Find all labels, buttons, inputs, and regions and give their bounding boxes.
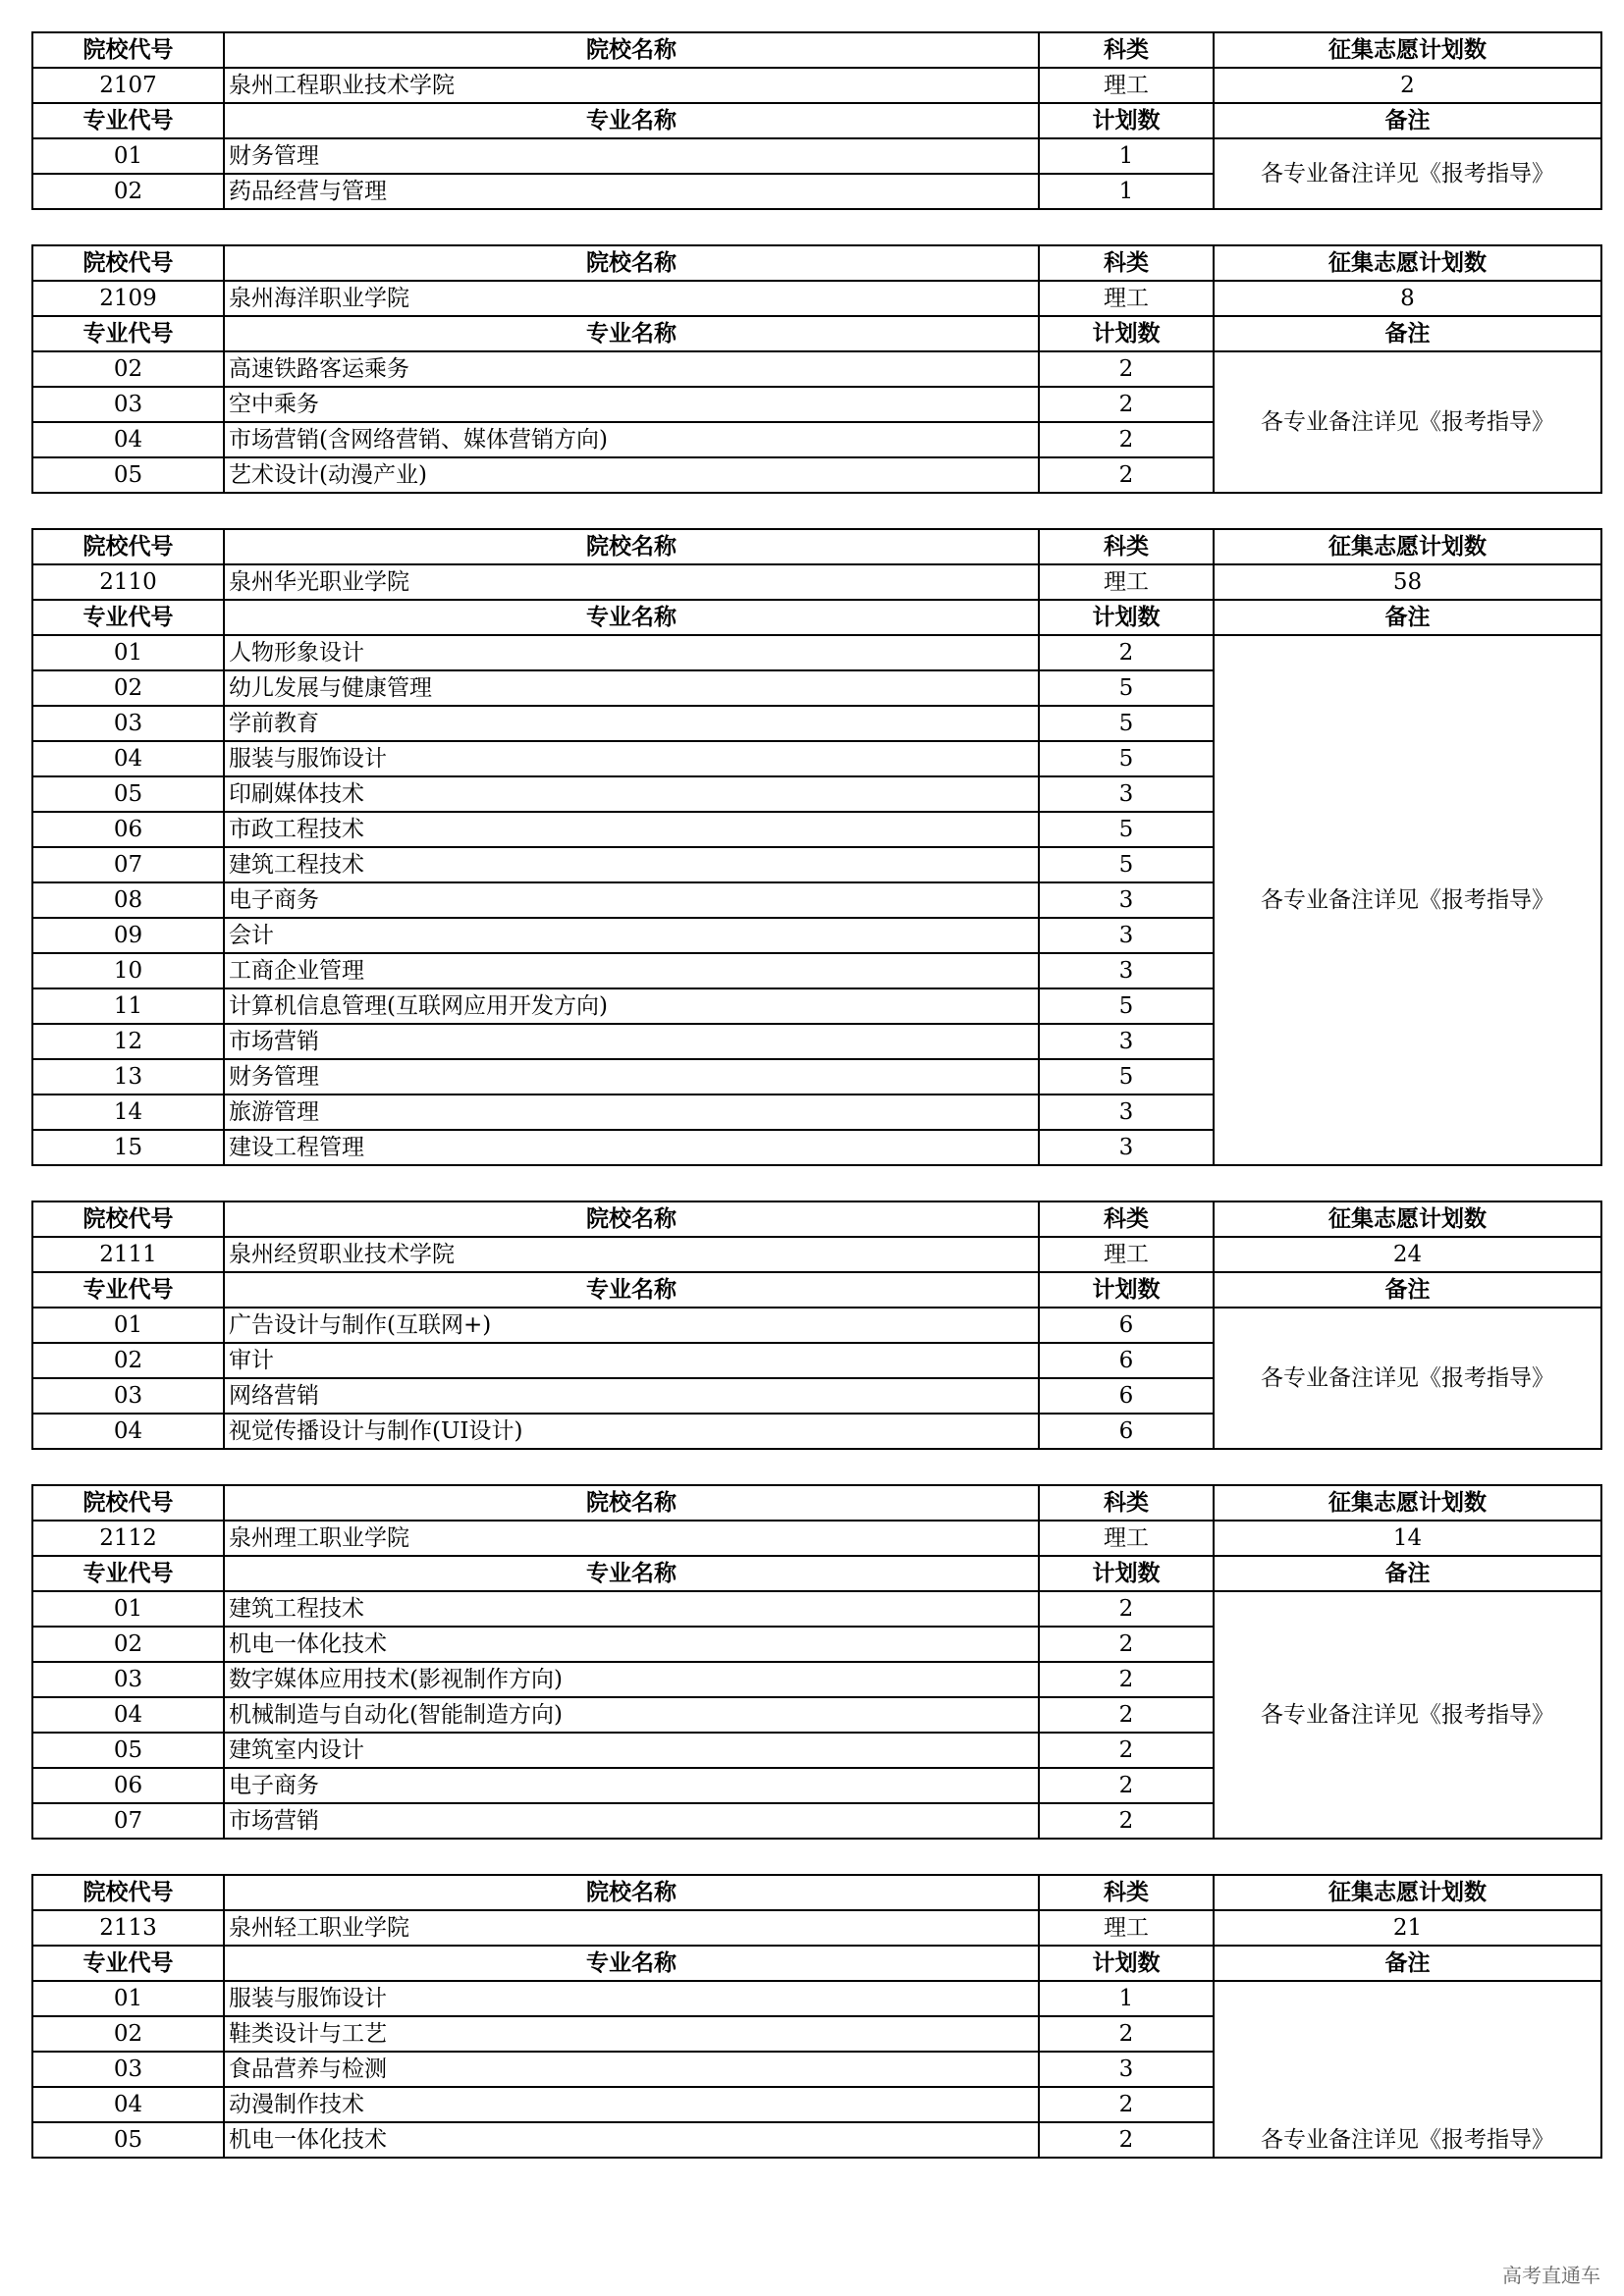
table-row <box>32 1981 1601 2016</box>
category-header: 科类 <box>1039 32 1214 68</box>
school-code: 2109 <box>32 281 224 316</box>
school-name-header: 院校名称 <box>224 32 1039 68</box>
major-name: 建设工程管理 <box>224 1130 1039 1165</box>
major-name: 机械制造与自动化(智能制造方向) <box>224 1697 1039 1733</box>
remark-note: 各专业备注详见《报考指导》 <box>1214 351 1601 493</box>
school-category: 理工 <box>1039 1910 1214 1946</box>
major-code: 12 <box>32 1024 224 1059</box>
school-name-header: 院校名称 <box>224 529 1039 564</box>
plan-count: 3 <box>1039 953 1214 988</box>
school-row <box>32 1521 1601 1556</box>
major-name: 幼儿发展与健康管理 <box>224 670 1039 706</box>
plan-count: 3 <box>1039 1024 1214 1059</box>
plan-count: 1 <box>1039 174 1214 209</box>
remark-note: 各专业备注详见《报考指导》 <box>1214 138 1601 209</box>
school-category: 理工 <box>1039 281 1214 316</box>
major-name: 市场营销(含网络营销、媒体营销方向) <box>224 422 1039 457</box>
plan-count: 3 <box>1039 918 1214 953</box>
plan-count: 6 <box>1039 1308 1214 1343</box>
school-block-2109 <box>31 244 1602 494</box>
plan-count: 2 <box>1039 457 1214 493</box>
major-code: 03 <box>32 2052 224 2087</box>
admission-plan-document <box>31 31 1600 2193</box>
major-name: 市场营销 <box>224 1024 1039 1059</box>
major-name: 动漫制作技术 <box>224 2087 1039 2122</box>
major-header-row <box>32 1272 1601 1308</box>
major-code: 02 <box>32 1627 224 1662</box>
major-code: 05 <box>32 1733 224 1768</box>
table-row <box>32 1591 1601 1627</box>
school-header-row <box>32 529 1601 564</box>
major-name: 空中乘务 <box>224 387 1039 422</box>
school-name-header: 院校名称 <box>224 1485 1039 1521</box>
major-code: 03 <box>32 1662 224 1697</box>
plan-count: 3 <box>1039 1095 1214 1130</box>
school-name-header: 院校名称 <box>224 1875 1039 1910</box>
school-category: 理工 <box>1039 1237 1214 1272</box>
table-row <box>32 1308 1601 1343</box>
school-row <box>32 1910 1601 1946</box>
major-code: 03 <box>32 1378 224 1414</box>
remark-header: 备注 <box>1214 1272 1601 1308</box>
major-code: 09 <box>32 918 224 953</box>
major-code: 02 <box>32 670 224 706</box>
plan-count: 5 <box>1039 670 1214 706</box>
school-name: 泉州华光职业学院 <box>224 564 1039 600</box>
major-name: 药品经营与管理 <box>224 174 1039 209</box>
school-name: 泉州轻工职业学院 <box>224 1910 1039 1946</box>
school-plan-total: 21 <box>1214 1910 1601 1946</box>
major-code: 01 <box>32 1981 224 2016</box>
major-name: 财务管理 <box>224 1059 1039 1095</box>
school-code-header: 院校代号 <box>32 1875 224 1910</box>
remark-note: 各专业备注详见《报考指导》 <box>1214 1591 1601 1839</box>
plan-count: 5 <box>1039 812 1214 847</box>
school-header-row <box>32 1201 1601 1237</box>
major-code: 04 <box>32 1697 224 1733</box>
major-header-row <box>32 1946 1601 1981</box>
major-code: 02 <box>32 2016 224 2052</box>
major-code: 05 <box>32 776 224 812</box>
school-row <box>32 1237 1601 1272</box>
plan-count: 6 <box>1039 1414 1214 1449</box>
major-name: 食品营养与检测 <box>224 2052 1039 2087</box>
plan-count: 3 <box>1039 776 1214 812</box>
plan-count: 2 <box>1039 351 1214 387</box>
category-header: 科类 <box>1039 1485 1214 1521</box>
major-code: 05 <box>32 457 224 493</box>
school-header-row <box>32 1485 1601 1521</box>
school-header-row <box>32 32 1601 68</box>
plan-count: 6 <box>1039 1343 1214 1378</box>
plan-count: 2 <box>1039 1591 1214 1627</box>
school-name: 泉州经贸职业技术学院 <box>224 1237 1039 1272</box>
plan-count: 5 <box>1039 1059 1214 1095</box>
plan-count: 3 <box>1039 882 1214 918</box>
table-row <box>32 138 1601 174</box>
plan-count-header: 计划数 <box>1039 1946 1214 1981</box>
plan-count: 2 <box>1039 1697 1214 1733</box>
remark-header: 备注 <box>1214 1556 1601 1591</box>
major-name-header: 专业名称 <box>224 1272 1039 1308</box>
major-code: 01 <box>32 138 224 174</box>
table-row <box>32 351 1601 387</box>
plan-count: 1 <box>1039 138 1214 174</box>
major-code: 02 <box>32 1343 224 1378</box>
plan-total-header: 征集志愿计划数 <box>1214 32 1601 68</box>
major-code: 04 <box>32 422 224 457</box>
plan-count: 2 <box>1039 387 1214 422</box>
category-header: 科类 <box>1039 529 1214 564</box>
school-category: 理工 <box>1039 1521 1214 1556</box>
remark-note: 各专业备注详见《报考指导》 <box>1214 1308 1601 1449</box>
major-name-header: 专业名称 <box>224 1556 1039 1591</box>
major-name: 广告设计与制作(互联网+) <box>224 1308 1039 1343</box>
major-code: 07 <box>32 847 224 882</box>
major-code-header: 专业代号 <box>32 1946 224 1981</box>
major-code-header: 专业代号 <box>32 600 224 635</box>
plan-count-header: 计划数 <box>1039 1556 1214 1591</box>
major-name: 财务管理 <box>224 138 1039 174</box>
category-header: 科类 <box>1039 1201 1214 1237</box>
major-name: 服装与服饰设计 <box>224 1981 1039 2016</box>
major-code: 10 <box>32 953 224 988</box>
school-code: 2113 <box>32 1910 224 1946</box>
major-name: 人物形象设计 <box>224 635 1039 670</box>
major-name: 机电一体化技术 <box>224 2122 1039 2158</box>
plan-total-header: 征集志愿计划数 <box>1214 1875 1601 1910</box>
school-code-header: 院校代号 <box>32 1201 224 1237</box>
major-name: 电子商务 <box>224 1768 1039 1803</box>
plan-count: 5 <box>1039 741 1214 776</box>
category-header: 科类 <box>1039 1875 1214 1910</box>
major-name: 建筑工程技术 <box>224 1591 1039 1627</box>
major-code: 01 <box>32 1591 224 1627</box>
major-name: 网络营销 <box>224 1378 1039 1414</box>
remark-header: 备注 <box>1214 316 1601 351</box>
school-name-header: 院校名称 <box>224 1201 1039 1237</box>
major-code: 15 <box>32 1130 224 1165</box>
major-name-header: 专业名称 <box>224 1946 1039 1981</box>
school-block-2107 <box>31 31 1602 210</box>
major-name: 建筑工程技术 <box>224 847 1039 882</box>
major-code: 02 <box>32 174 224 209</box>
major-code: 11 <box>32 988 224 1024</box>
major-name: 市政工程技术 <box>224 812 1039 847</box>
plan-total-header: 征集志愿计划数 <box>1214 1485 1601 1521</box>
major-header-row <box>32 103 1601 138</box>
plan-count: 2 <box>1039 635 1214 670</box>
major-code-header: 专业代号 <box>32 1556 224 1591</box>
plan-count-header: 计划数 <box>1039 103 1214 138</box>
major-name-header: 专业名称 <box>224 316 1039 351</box>
school-code-header: 院校代号 <box>32 245 224 281</box>
plan-count-header: 计划数 <box>1039 600 1214 635</box>
major-code: 04 <box>32 2087 224 2122</box>
major-code-header: 专业代号 <box>32 103 224 138</box>
school-category: 理工 <box>1039 564 1214 600</box>
major-name: 视觉传播设计与制作(UI设计) <box>224 1414 1039 1449</box>
plan-total-header: 征集志愿计划数 <box>1214 245 1601 281</box>
major-code: 06 <box>32 812 224 847</box>
major-code: 02 <box>32 351 224 387</box>
major-name: 电子商务 <box>224 882 1039 918</box>
school-plan-total: 14 <box>1214 1521 1601 1556</box>
major-name: 服装与服饰设计 <box>224 741 1039 776</box>
plan-count: 3 <box>1039 1130 1214 1165</box>
category-header: 科类 <box>1039 245 1214 281</box>
school-plan-total: 2 <box>1214 68 1601 103</box>
major-name: 机电一体化技术 <box>224 1627 1039 1662</box>
major-name: 工商企业管理 <box>224 953 1039 988</box>
major-name: 学前教育 <box>224 706 1039 741</box>
school-code: 2111 <box>32 1237 224 1272</box>
plan-count: 2 <box>1039 2122 1214 2158</box>
major-code: 08 <box>32 882 224 918</box>
remark-header: 备注 <box>1214 103 1601 138</box>
school-plan-total: 58 <box>1214 564 1601 600</box>
plan-count: 2 <box>1039 2087 1214 2122</box>
plan-count-header: 计划数 <box>1039 1272 1214 1308</box>
major-code: 03 <box>32 706 224 741</box>
plan-count: 2 <box>1039 422 1214 457</box>
major-name: 建筑室内设计 <box>224 1733 1039 1768</box>
major-code: 14 <box>32 1095 224 1130</box>
major-code: 07 <box>32 1803 224 1839</box>
major-header-row <box>32 600 1601 635</box>
major-code: 06 <box>32 1768 224 1803</box>
school-plan-total: 8 <box>1214 281 1601 316</box>
remark-note: 各专业备注详见《报考指导》 <box>1214 1981 1601 2158</box>
school-category: 理工 <box>1039 68 1214 103</box>
school-row <box>32 564 1601 600</box>
plan-count: 5 <box>1039 988 1214 1024</box>
major-name-header: 专业名称 <box>224 103 1039 138</box>
plan-count: 1 <box>1039 1981 1214 2016</box>
major-name: 数字媒体应用技术(影视制作方向) <box>224 1662 1039 1697</box>
major-name: 会计 <box>224 918 1039 953</box>
plan-count: 2 <box>1039 1662 1214 1697</box>
remark-header: 备注 <box>1214 600 1601 635</box>
major-name: 高速铁路客运乘务 <box>224 351 1039 387</box>
plan-count: 6 <box>1039 1378 1214 1414</box>
plan-total-header: 征集志愿计划数 <box>1214 1201 1601 1237</box>
plan-count-header: 计划数 <box>1039 316 1214 351</box>
school-name: 泉州海洋职业学院 <box>224 281 1039 316</box>
major-header-row <box>32 316 1601 351</box>
major-code-header: 专业代号 <box>32 1272 224 1308</box>
plan-count: 2 <box>1039 1768 1214 1803</box>
major-code: 13 <box>32 1059 224 1095</box>
major-name: 艺术设计(动漫产业) <box>224 457 1039 493</box>
major-code: 04 <box>32 1414 224 1449</box>
school-plan-total: 24 <box>1214 1237 1601 1272</box>
major-code: 01 <box>32 1308 224 1343</box>
school-code: 2110 <box>32 564 224 600</box>
remark-header: 备注 <box>1214 1946 1601 1981</box>
plan-count: 2 <box>1039 1803 1214 1839</box>
school-code-header: 院校代号 <box>32 529 224 564</box>
table-row <box>32 635 1601 670</box>
major-name-header: 专业名称 <box>224 600 1039 635</box>
school-block-2111 <box>31 1201 1602 1450</box>
major-code: 05 <box>32 2122 224 2158</box>
school-block-2110 <box>31 528 1602 1166</box>
major-header-row <box>32 1556 1601 1591</box>
major-code: 04 <box>32 741 224 776</box>
school-block-2112 <box>31 1484 1602 1840</box>
remark-note: 各专业备注详见《报考指导》 <box>1214 635 1601 1165</box>
major-code: 01 <box>32 635 224 670</box>
school-code-header: 院校代号 <box>32 32 224 68</box>
major-name: 计算机信息管理(互联网应用开发方向) <box>224 988 1039 1024</box>
plan-total-header: 征集志愿计划数 <box>1214 529 1601 564</box>
major-name: 印刷媒体技术 <box>224 776 1039 812</box>
plan-count: 2 <box>1039 1627 1214 1662</box>
watermark: 高考直通车 <box>1502 2264 1600 2287</box>
school-name: 泉州工程职业技术学院 <box>224 68 1039 103</box>
school-row <box>32 281 1601 316</box>
plan-count: 5 <box>1039 706 1214 741</box>
school-code: 2107 <box>32 68 224 103</box>
school-header-row <box>32 1875 1601 1910</box>
major-code-header: 专业代号 <box>32 316 224 351</box>
plan-count: 2 <box>1039 2016 1214 2052</box>
school-name-header: 院校名称 <box>224 245 1039 281</box>
major-code: 03 <box>32 387 224 422</box>
plan-count: 2 <box>1039 1733 1214 1768</box>
school-block-2113 <box>31 1874 1602 2159</box>
school-name: 泉州理工职业学院 <box>224 1521 1039 1556</box>
major-name: 鞋类设计与工艺 <box>224 2016 1039 2052</box>
major-name: 审计 <box>224 1343 1039 1378</box>
major-name: 旅游管理 <box>224 1095 1039 1130</box>
plan-count: 3 <box>1039 2052 1214 2087</box>
plan-count: 5 <box>1039 847 1214 882</box>
school-code: 2112 <box>32 1521 224 1556</box>
major-name: 市场营销 <box>224 1803 1039 1839</box>
school-header-row <box>32 245 1601 281</box>
school-code-header: 院校代号 <box>32 1485 224 1521</box>
school-row <box>32 68 1601 103</box>
